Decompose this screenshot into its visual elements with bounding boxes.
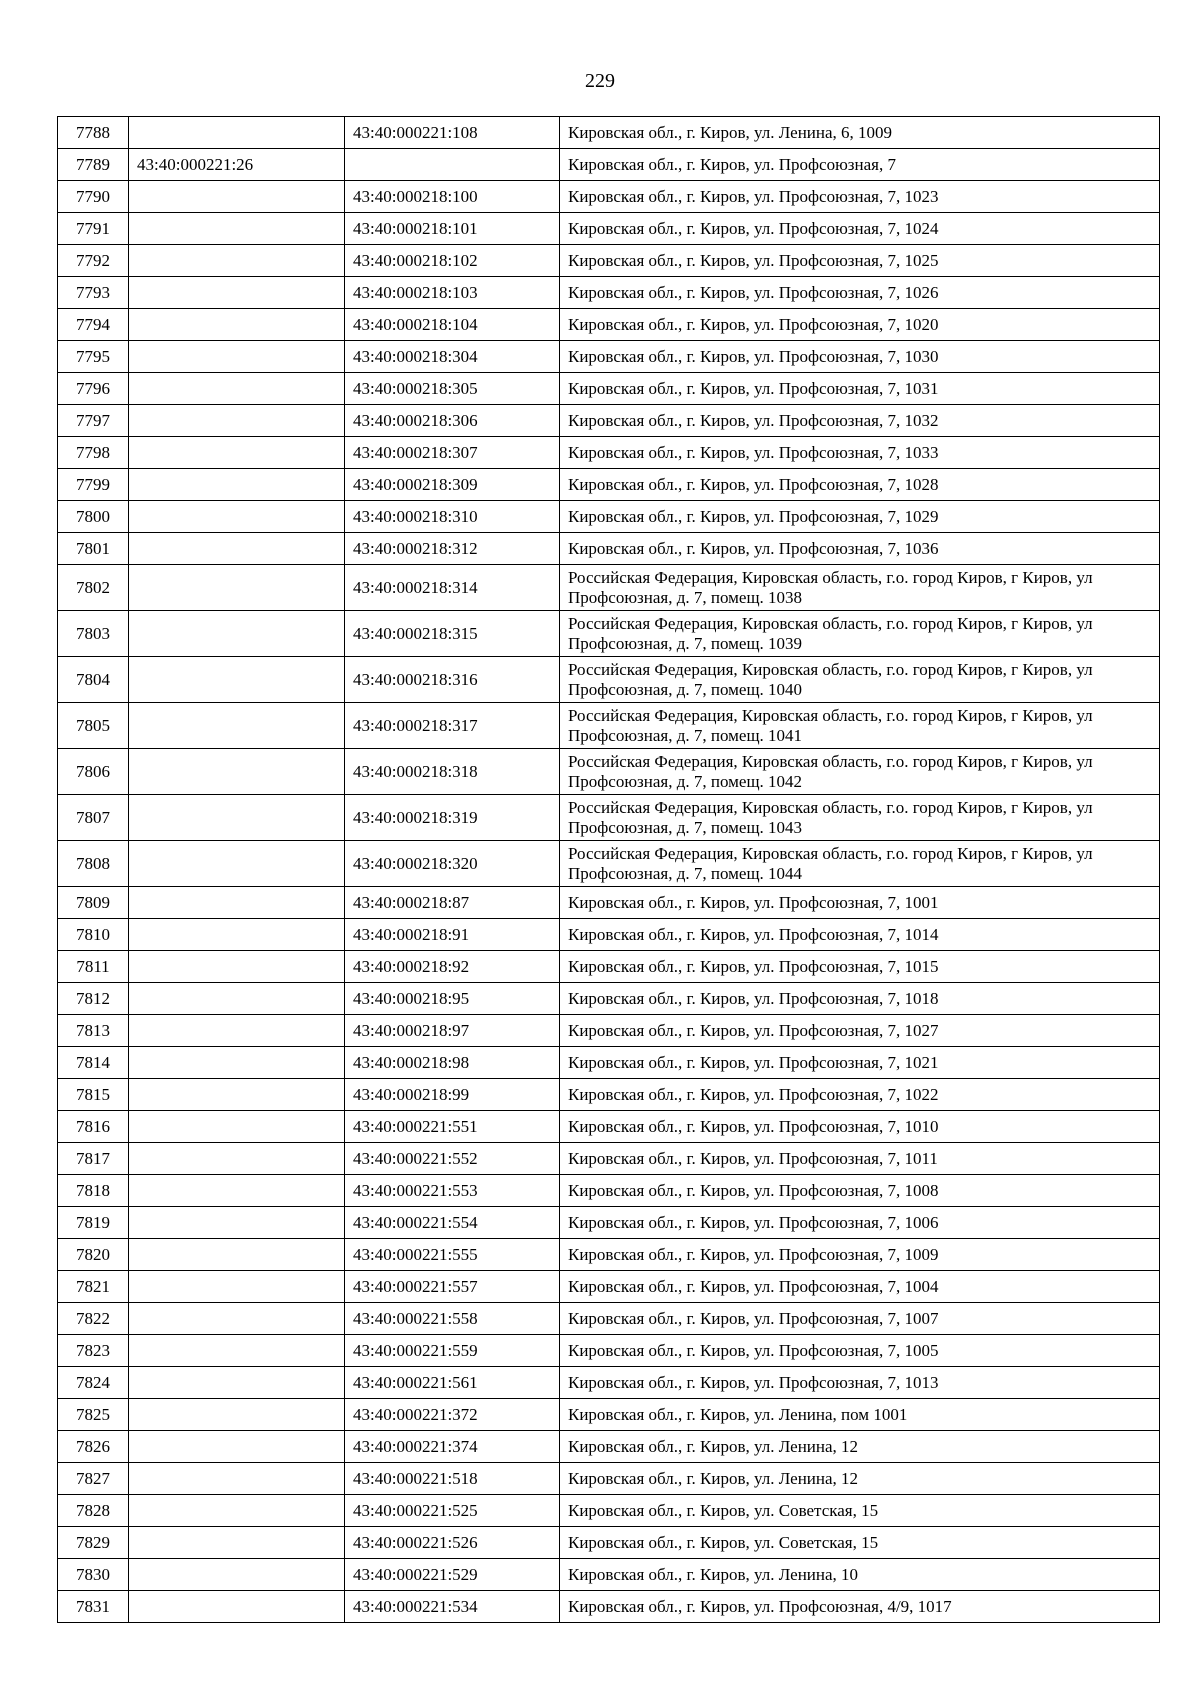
row-number-cell: 7830 (58, 1559, 129, 1591)
table-row (58, 749, 1160, 795)
table-row (58, 703, 1160, 749)
parent-cadastral-cell (129, 181, 345, 213)
cadastral-number-cell: 43:40:000221:559 (345, 1335, 560, 1367)
cadastral-number-cell: 43:40:000218:104 (345, 309, 560, 341)
address-cell: Кировская обл., г. Киров, ул. Профсоюзная, 7, 1026 (560, 277, 1160, 309)
table-row (58, 1239, 1160, 1271)
parent-cadastral-cell (129, 309, 345, 341)
table-row (58, 341, 1160, 373)
address-cell: Кировская обл., г. Киров, ул. Профсоюзная, 7, 1028 (560, 469, 1160, 501)
parent-cadastral-cell (129, 657, 345, 703)
parent-cadastral-cell (129, 405, 345, 437)
cadastral-number-cell: 43:40:000221:518 (345, 1463, 560, 1495)
table-row (58, 657, 1160, 703)
cadastral-number-cell: 43:40:000218:306 (345, 405, 560, 437)
cadastral-number-cell: 43:40:000218:98 (345, 1047, 560, 1079)
parent-cadastral-cell (129, 1495, 345, 1527)
parent-cadastral-cell (129, 1559, 345, 1591)
parent-cadastral-cell (129, 1207, 345, 1239)
address-cell: Кировская обл., г. Киров, ул. Советская, 15 (560, 1527, 1160, 1559)
table-row (58, 611, 1160, 657)
row-number-cell: 7817 (58, 1143, 129, 1175)
cadastral-number-cell: 43:40:000221:554 (345, 1207, 560, 1239)
row-number-cell: 7829 (58, 1527, 129, 1559)
row-number-cell: 7823 (58, 1335, 129, 1367)
cadastral-number-cell: 43:40:000218:87 (345, 887, 560, 919)
address-cell: Кировская обл., г. Киров, ул. Профсоюзная, 7, 1007 (560, 1303, 1160, 1335)
row-number-cell: 7791 (58, 213, 129, 245)
table-row (58, 1463, 1160, 1495)
address-cell: Кировская обл., г. Киров, ул. Профсоюзная, 7, 1018 (560, 983, 1160, 1015)
cadastral-number-cell: 43:40:000221:374 (345, 1431, 560, 1463)
row-number-cell: 7807 (58, 795, 129, 841)
cadastral-number-cell: 43:40:000218:91 (345, 919, 560, 951)
address-cell: Кировская обл., г. Киров, ул. Ленина, 10 (560, 1559, 1160, 1591)
cadastral-number-cell: 43:40:000218:318 (345, 749, 560, 795)
row-number-cell: 7818 (58, 1175, 129, 1207)
cadastral-number-cell: 43:40:000221:558 (345, 1303, 560, 1335)
table-row (58, 919, 1160, 951)
table-row (58, 213, 1160, 245)
table-row (58, 309, 1160, 341)
row-number-cell: 7788 (58, 117, 129, 149)
cadastral-number-cell (345, 149, 560, 181)
table-row (58, 887, 1160, 919)
address-cell: Российская Федерация, Кировская область, г.о. город Киров, г Киров, ул Профсоюзная, д. 7, помещ. 1043 (560, 795, 1160, 841)
cadastral-number-cell: 43:40:000221:552 (345, 1143, 560, 1175)
table-row (58, 277, 1160, 309)
cadastral-number-cell: 43:40:000218:307 (345, 437, 560, 469)
address-cell: Российская Федерация, Кировская область, г.о. город Киров, г Киров, ул Профсоюзная, д. 7, помещ. 1041 (560, 703, 1160, 749)
table-row (58, 951, 1160, 983)
address-cell: Кировская обл., г. Киров, ул. Ленина, пом 1001 (560, 1399, 1160, 1431)
address-cell: Кировская обл., г. Киров, ул. Профсоюзная, 7, 1027 (560, 1015, 1160, 1047)
parent-cadastral-cell (129, 703, 345, 749)
address-cell: Кировская обл., г. Киров, ул. Профсоюзная, 7, 1011 (560, 1143, 1160, 1175)
table-row (58, 117, 1160, 149)
parent-cadastral-cell (129, 1111, 345, 1143)
registry-table (57, 116, 1160, 1623)
cadastral-number-cell: 43:40:000218:100 (345, 181, 560, 213)
row-number-cell: 7813 (58, 1015, 129, 1047)
table-row (58, 1591, 1160, 1623)
parent-cadastral-cell (129, 373, 345, 405)
address-cell: Кировская обл., г. Киров, ул. Профсоюзная, 7, 1023 (560, 181, 1160, 213)
parent-cadastral-cell (129, 1143, 345, 1175)
cadastral-number-cell: 43:40:000218:312 (345, 533, 560, 565)
row-number-cell: 7792 (58, 245, 129, 277)
row-number-cell: 7796 (58, 373, 129, 405)
cadastral-number-cell: 43:40:000221:108 (345, 117, 560, 149)
parent-cadastral-cell (129, 277, 345, 309)
address-cell: Кировская обл., г. Киров, ул. Ленина, 12 (560, 1431, 1160, 1463)
address-cell: Кировская обл., г. Киров, ул. Профсоюзная, 7, 1031 (560, 373, 1160, 405)
address-cell: Российская Федерация, Кировская область, г.о. город Киров, г Киров, ул Профсоюзная, д. 7, помещ. 1038 (560, 565, 1160, 611)
table-row (58, 1079, 1160, 1111)
table-row (58, 841, 1160, 887)
table-row (58, 1527, 1160, 1559)
cadastral-number-cell: 43:40:000218:315 (345, 611, 560, 657)
cadastral-number-cell: 43:40:000218:97 (345, 1015, 560, 1047)
address-cell: Кировская обл., г. Киров, ул. Ленина, 6, 1009 (560, 117, 1160, 149)
address-cell: Российская Федерация, Кировская область, г.о. город Киров, г Киров, ул Профсоюзная, д. 7, помещ. 1040 (560, 657, 1160, 703)
table-row (58, 373, 1160, 405)
parent-cadastral-cell (129, 1015, 345, 1047)
address-cell: Кировская обл., г. Киров, ул. Профсоюзная, 7, 1022 (560, 1079, 1160, 1111)
cadastral-number-cell: 43:40:000218:95 (345, 983, 560, 1015)
parent-cadastral-cell (129, 1175, 345, 1207)
row-number-cell: 7814 (58, 1047, 129, 1079)
row-number-cell: 7794 (58, 309, 129, 341)
address-cell: Кировская обл., г. Киров, ул. Профсоюзная, 7, 1009 (560, 1239, 1160, 1271)
address-cell: Кировская обл., г. Киров, ул. Советская, 15 (560, 1495, 1160, 1527)
address-cell: Кировская обл., г. Киров, ул. Профсоюзная, 7, 1013 (560, 1367, 1160, 1399)
address-cell: Кировская обл., г. Киров, ул. Профсоюзная, 7, 1032 (560, 405, 1160, 437)
row-number-cell: 7811 (58, 951, 129, 983)
table-row (58, 1175, 1160, 1207)
cadastral-number-cell: 43:40:000221:555 (345, 1239, 560, 1271)
row-number-cell: 7803 (58, 611, 129, 657)
parent-cadastral-cell (129, 437, 345, 469)
row-number-cell: 7789 (58, 149, 129, 181)
address-cell: Кировская обл., г. Киров, ул. Профсоюзная, 7, 1021 (560, 1047, 1160, 1079)
row-number-cell: 7808 (58, 841, 129, 887)
cadastral-number-cell: 43:40:000218:92 (345, 951, 560, 983)
address-cell: Кировская обл., г. Киров, ул. Профсоюзная, 7, 1025 (560, 245, 1160, 277)
cadastral-number-cell: 43:40:000218:319 (345, 795, 560, 841)
address-cell: Российская Федерация, Кировская область, г.о. город Киров, г Киров, ул Профсоюзная, д. 7, помещ. 1039 (560, 611, 1160, 657)
table-row (58, 533, 1160, 565)
row-number-cell: 7809 (58, 887, 129, 919)
cadastral-number-cell: 43:40:000221:372 (345, 1399, 560, 1431)
parent-cadastral-cell (129, 887, 345, 919)
address-cell: Российская Федерация, Кировская область, г.о. город Киров, г Киров, ул Профсоюзная, д. 7, помещ. 1044 (560, 841, 1160, 887)
row-number-cell: 7804 (58, 657, 129, 703)
row-number-cell: 7800 (58, 501, 129, 533)
address-cell: Кировская обл., г. Киров, ул. Профсоюзная, 7, 1015 (560, 951, 1160, 983)
row-number-cell: 7815 (58, 1079, 129, 1111)
address-cell: Кировская обл., г. Киров, ул. Профсоюзная, 7, 1024 (560, 213, 1160, 245)
address-cell: Кировская обл., г. Киров, ул. Профсоюзная, 7, 1010 (560, 1111, 1160, 1143)
parent-cadastral-cell (129, 533, 345, 565)
address-cell: Кировская обл., г. Киров, ул. Профсоюзная, 4/9, 1017 (560, 1591, 1160, 1623)
parent-cadastral-cell (129, 1047, 345, 1079)
parent-cadastral-cell (129, 1463, 345, 1495)
row-number-cell: 7805 (58, 703, 129, 749)
row-number-cell: 7827 (58, 1463, 129, 1495)
cadastral-number-cell: 43:40:000218:309 (345, 469, 560, 501)
table-row (58, 1303, 1160, 1335)
parent-cadastral-cell (129, 749, 345, 795)
cadastral-number-cell: 43:40:000221:534 (345, 1591, 560, 1623)
row-number-cell: 7822 (58, 1303, 129, 1335)
row-number-cell: 7816 (58, 1111, 129, 1143)
row-number-cell: 7821 (58, 1271, 129, 1303)
address-cell: Кировская обл., г. Киров, ул. Профсоюзная, 7, 1001 (560, 887, 1160, 919)
row-number-cell: 7824 (58, 1367, 129, 1399)
table-row (58, 983, 1160, 1015)
cadastral-number-cell: 43:40:000218:304 (345, 341, 560, 373)
registry-table-body (58, 117, 1160, 1623)
table-row (58, 1367, 1160, 1399)
parent-cadastral-cell (129, 1303, 345, 1335)
parent-cadastral-cell (129, 983, 345, 1015)
address-cell: Кировская обл., г. Киров, ул. Профсоюзная, 7, 1006 (560, 1207, 1160, 1239)
cadastral-number-cell: 43:40:000221:557 (345, 1271, 560, 1303)
row-number-cell: 7806 (58, 749, 129, 795)
table-row (58, 565, 1160, 611)
table-row (58, 501, 1160, 533)
parent-cadastral-cell (129, 341, 345, 373)
cadastral-number-cell: 43:40:000221:526 (345, 1527, 560, 1559)
row-number-cell: 7810 (58, 919, 129, 951)
row-number-cell: 7795 (58, 341, 129, 373)
cadastral-number-cell: 43:40:000218:320 (345, 841, 560, 887)
page-number: 229 (585, 70, 615, 92)
address-cell: Кировская обл., г. Киров, ул. Профсоюзная, 7, 1004 (560, 1271, 1160, 1303)
parent-cadastral-cell (129, 919, 345, 951)
table-row (58, 1399, 1160, 1431)
table-row (58, 1015, 1160, 1047)
parent-cadastral-cell (129, 245, 345, 277)
parent-cadastral-cell (129, 1399, 345, 1431)
address-cell: Российская Федерация, Кировская область, г.о. город Киров, г Киров, ул Профсоюзная, д. 7, помещ. 1042 (560, 749, 1160, 795)
row-number-cell: 7790 (58, 181, 129, 213)
address-cell: Кировская обл., г. Киров, ул. Профсоюзная, 7, 1033 (560, 437, 1160, 469)
cadastral-number-cell: 43:40:000221:529 (345, 1559, 560, 1591)
table-row (58, 795, 1160, 841)
row-number-cell: 7797 (58, 405, 129, 437)
parent-cadastral-cell (129, 1079, 345, 1111)
parent-cadastral-cell (129, 565, 345, 611)
address-cell: Кировская обл., г. Киров, ул. Профсоюзная, 7, 1008 (560, 1175, 1160, 1207)
cadastral-number-cell: 43:40:000221:525 (345, 1495, 560, 1527)
parent-cadastral-cell (129, 117, 345, 149)
table-row (58, 181, 1160, 213)
table-row (58, 1047, 1160, 1079)
address-cell: Кировская обл., г. Киров, ул. Профсоюзная, 7, 1005 (560, 1335, 1160, 1367)
parent-cadastral-cell (129, 1239, 345, 1271)
cadastral-number-cell: 43:40:000221:551 (345, 1111, 560, 1143)
cadastral-number-cell: 43:40:000218:314 (345, 565, 560, 611)
parent-cadastral-cell (129, 1271, 345, 1303)
address-cell: Кировская обл., г. Киров, ул. Профсоюзная, 7, 1036 (560, 533, 1160, 565)
parent-cadastral-cell (129, 1367, 345, 1399)
cadastral-number-cell: 43:40:000218:316 (345, 657, 560, 703)
address-cell: Кировская обл., г. Киров, ул. Профсоюзная, 7, 1030 (560, 341, 1160, 373)
row-number-cell: 7798 (58, 437, 129, 469)
table-row (58, 1495, 1160, 1527)
row-number-cell: 7793 (58, 277, 129, 309)
parent-cadastral-cell (129, 841, 345, 887)
table-row (58, 1111, 1160, 1143)
row-number-cell: 7799 (58, 469, 129, 501)
address-cell: Кировская обл., г. Киров, ул. Ленина, 12 (560, 1463, 1160, 1495)
table-row (58, 149, 1160, 181)
cadastral-number-cell: 43:40:000221:561 (345, 1367, 560, 1399)
row-number-cell: 7819 (58, 1207, 129, 1239)
parent-cadastral-cell (129, 795, 345, 841)
row-number-cell: 7831 (58, 1591, 129, 1623)
table-row (58, 437, 1160, 469)
row-number-cell: 7801 (58, 533, 129, 565)
table-row (58, 1559, 1160, 1591)
row-number-cell: 7826 (58, 1431, 129, 1463)
table-row (58, 1271, 1160, 1303)
parent-cadastral-cell (129, 951, 345, 983)
table-row (58, 1207, 1160, 1239)
parent-cadastral-cell (129, 501, 345, 533)
table-row (58, 405, 1160, 437)
table-row (58, 1143, 1160, 1175)
parent-cadastral-cell (129, 611, 345, 657)
parent-cadastral-cell (129, 1335, 345, 1367)
parent-cadastral-cell (129, 1591, 345, 1623)
address-cell: Кировская обл., г. Киров, ул. Профсоюзная, 7, 1020 (560, 309, 1160, 341)
address-cell: Кировская обл., г. Киров, ул. Профсоюзная, 7, 1014 (560, 919, 1160, 951)
cadastral-number-cell: 43:40:000218:305 (345, 373, 560, 405)
cadastral-number-cell: 43:40:000218:102 (345, 245, 560, 277)
cadastral-number-cell: 43:40:000218:101 (345, 213, 560, 245)
parent-cadastral-cell (129, 1431, 345, 1463)
parent-cadastral-cell: 43:40:000221:26 (129, 149, 345, 181)
cadastral-number-cell: 43:40:000218:310 (345, 501, 560, 533)
parent-cadastral-cell (129, 213, 345, 245)
cadastral-number-cell: 43:40:000218:103 (345, 277, 560, 309)
cadastral-number-cell: 43:40:000218:99 (345, 1079, 560, 1111)
cadastral-number-cell: 43:40:000221:553 (345, 1175, 560, 1207)
row-number-cell: 7820 (58, 1239, 129, 1271)
address-cell: Кировская обл., г. Киров, ул. Профсоюзная, 7, 1029 (560, 501, 1160, 533)
row-number-cell: 7825 (58, 1399, 129, 1431)
row-number-cell: 7802 (58, 565, 129, 611)
table-row (58, 1431, 1160, 1463)
row-number-cell: 7828 (58, 1495, 129, 1527)
table-row (58, 245, 1160, 277)
parent-cadastral-cell (129, 469, 345, 501)
address-cell: Кировская обл., г. Киров, ул. Профсоюзная, 7 (560, 149, 1160, 181)
row-number-cell: 7812 (58, 983, 129, 1015)
cadastral-number-cell: 43:40:000218:317 (345, 703, 560, 749)
table-row (58, 469, 1160, 501)
parent-cadastral-cell (129, 1527, 345, 1559)
table-row (58, 1335, 1160, 1367)
